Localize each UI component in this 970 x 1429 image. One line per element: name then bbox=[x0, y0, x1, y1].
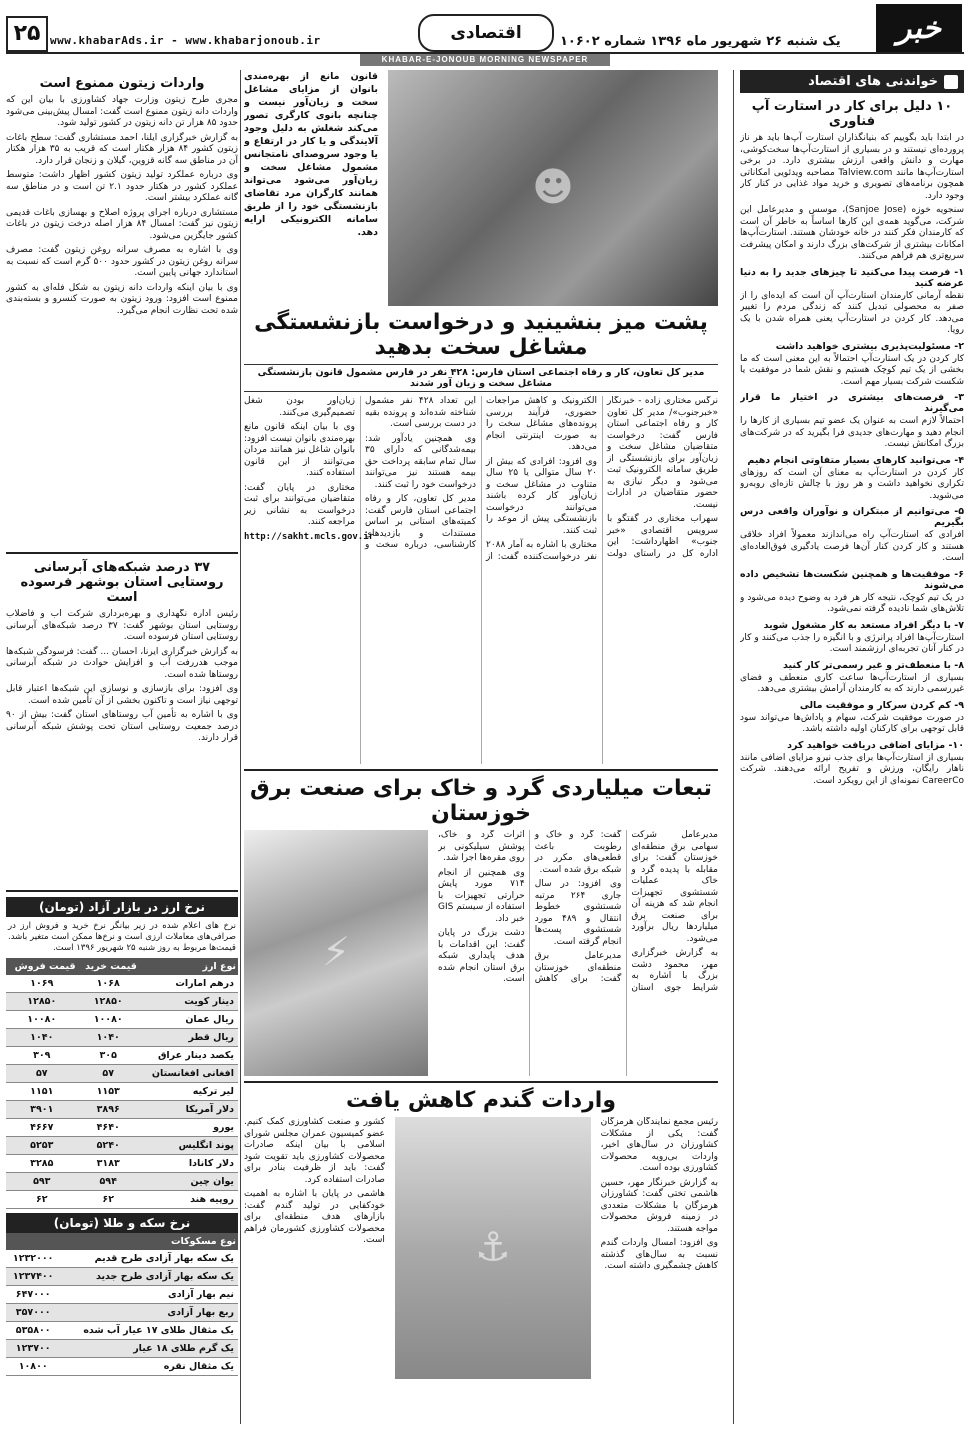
currency-name: دلار آمریکا bbox=[139, 1101, 238, 1119]
article-wheat bbox=[244, 1117, 718, 1379]
list-item bbox=[740, 392, 964, 451]
paragraph: وی همچنین از انجام ۷۱۴ مورد پایش حرارتی تجهیزات با استفاده از سیستم GIS خبر داد. bbox=[438, 867, 525, 924]
sell-price: ۱۰۴۰ bbox=[6, 1029, 78, 1047]
item-heading: ۱- فرصت پیدا می‌کنید تا چیزهای جدید را به دنیا عرضه کنید bbox=[740, 266, 964, 289]
item-heading: ۵- می‌توانیم از مبتکران و نوآوران واقعی درس بگیریم bbox=[740, 506, 964, 528]
paragraph: مدیرعامل برق منطقه‌ای خوزستان گفت: برای کاهش اثرات گرد و خاک، پوشش سیلیکونی بر روی مقره‌ها اجرا شد. bbox=[438, 830, 622, 984]
sell-price: ۴۶۶۷ bbox=[6, 1119, 78, 1137]
paragraph: مدیر کل تعاون، کار و رفاه اجتماعی استان فارس گفت: کمیته‌های استانی بر اساس مستندات و بازدیدهای کارشناسی، درباره سخت و زیان‌آور بودن شغل تصمیم‌گیری می‌کنند. bbox=[244, 396, 476, 550]
paragraph: رئیس مجمع نمایندگان هرمزگان گفت: یکی از مشکلات کشاورزان در سال‌های اخیر، واردات بی‌رویه محصولات کشاورزی بوده است. bbox=[600, 1117, 718, 1173]
currency-name: یوان چین bbox=[139, 1173, 238, 1191]
article-title: ۱۰ دلیل برای کار در استارت آپ فناوری bbox=[751, 99, 953, 129]
item-text: بسیاری از استارت‌آپ‌ها برای جذب نیرو مزایای اضافی مانند ناهار رایگان، ورزش و تفریح ارائه می‌دهند. شرکت CareerCo نمونه‌ای از این رویکرد است. bbox=[740, 752, 964, 786]
table-row bbox=[6, 1322, 238, 1340]
table-row bbox=[6, 1358, 238, 1376]
column-header: نوع مسکوکات bbox=[6, 1233, 238, 1250]
currency-name: افغانی افغانستان bbox=[139, 1065, 238, 1083]
item-text: افرادی که استارت‌آپ راه می‌اندازند معمولاً افراد خلاقی هستند و کار کردن کنار آن‌ها فرصت یادگیری فوق‌العاده‌ای است. bbox=[740, 530, 964, 563]
left-column bbox=[6, 70, 238, 1424]
coin-name: یک سکه بهار آزادی طرح جدید bbox=[60, 1268, 238, 1286]
headline-wheat: واردات گندم کاهش یافت bbox=[345, 1088, 617, 1113]
buy-price: ۴۶۴۰ bbox=[78, 1119, 139, 1137]
village-water-title: ۳۷ درصد شبکه‌های آبرسانی روستایی استان بوشهر فرسوده است bbox=[20, 560, 224, 605]
paragraph: وی افزود: برای بازسازی و نوسازی این شبکه‌ها اعتبار قابل توجهی نیاز است و تاکنون بخشی از آن تأمین شده است. bbox=[6, 684, 238, 706]
coin-price: ۵۳۵۸۰۰ bbox=[6, 1322, 60, 1340]
table-row bbox=[6, 1011, 238, 1029]
masthead-english: KHABAR-E-JONOUB MORNING NEWSPAPER bbox=[360, 54, 610, 66]
coin-price: ۱۲۳۷۰۰ bbox=[6, 1340, 60, 1358]
headline: پشت میز بنشینید و درخواست بازنشستگی مشاغل سخت بدهید bbox=[254, 310, 708, 360]
sell-price: ۱۱۵۱ bbox=[6, 1083, 78, 1101]
right-column bbox=[740, 70, 964, 1424]
paragraph: وی درباره عملکرد تولید زیتون کشور اظهار داشت: متوسط عملکرد کشور در هکتار حدود ۲.۱ تن است و در مناطق سه گانه عملکرد بیشتر است. bbox=[6, 170, 238, 203]
currency-name: درهم امارات bbox=[139, 975, 238, 993]
paragraph: وی همچنین یادآور شد: بیمه‌شدگانی که دارای ۳۵ سال تمام سابقه پرداخت حق بیمه هستند نیز می‌توانند درخواست خود را ثبت کنند. bbox=[365, 433, 476, 490]
site-urls[interactable]: www.khabarAds.ir - www.khabarjonoub.ir bbox=[50, 34, 321, 47]
buy-price: ۱۰۶۸ bbox=[78, 975, 139, 993]
item-heading: ۳- فرصت‌های بیشتری در اختیار ما قرار می‌گیرند bbox=[740, 392, 964, 414]
item-heading: ۲- مسئولیت‌پذیری بیشتری خواهید داشت bbox=[775, 340, 964, 352]
table-row bbox=[6, 1119, 238, 1137]
middle-column bbox=[244, 70, 718, 1424]
article-top-row bbox=[244, 70, 718, 306]
paragraph: وی با بیان اینکه قانون مانع بهره‌مندی بانوان نیست افزود: بانوان شاغل نیز همانند مردان می‌توانند از این قانون استفاده کنند. bbox=[244, 422, 355, 478]
buy-price: ۱۲۸۵۰ bbox=[78, 993, 139, 1011]
currency-name: دینار کویت bbox=[139, 993, 238, 1011]
olive-title: واردات زیتون ممنوع است bbox=[39, 76, 205, 91]
pull-quote: قانون مانع از بهره‌مندی بانوان از مزایای مشاغل سخت و زیان‌آور نیست و چنانچه بانوی کارگری تصور می‌کند شغلش به دلیل وجود آلایندگی و یا کار در ارتفاع و یا وجود سروصدای نامتجانس مشمول مشاغل سخت و زیان‌آور می‌شود می‌تواند همانند کارگران مرد تقاضای بازنشستگی خود را از طریق سامانه الکترونیکی ارایه دهد. bbox=[244, 71, 378, 238]
table-row bbox=[6, 975, 238, 993]
item-text: احتمالاً لازم است به عنوان یک عضو تیم بسیاری از کارها را انجام دهید و مهارت‌های جدیدی فرا بگیرید که در شرکت‌های بزرگ امکانش نیست. bbox=[740, 416, 964, 449]
box-title bbox=[740, 70, 964, 93]
gold-rows bbox=[6, 1250, 238, 1376]
table-row bbox=[6, 1250, 238, 1268]
buy-price: ۶۲ bbox=[78, 1191, 139, 1209]
coin-name: ربع بهار آزادی bbox=[60, 1304, 238, 1322]
headline-khuzestan: تبعات میلیاردی گرد و خاک برای صنعت برق خوزستان bbox=[250, 776, 712, 826]
item-text: بسیاری از استارت‌آپ‌ها ساعت کاری منعطف و فضای غیررسمی دارند که به کارمندان آرامش بیشتری می‌دهد. bbox=[740, 672, 964, 694]
paragraph: در ابتدا باید بگوییم که بنیانگذاران استارت آپ‌ها باید هر ناز پرورده‌ای نیستند و در بسیاری از استارت‌آپ‌ها سخت‌کوشی، مهارت و دانش واقعی ارزش بیشتری دارد. در برخی استارت‌آپ‌ها مانند Talview.com مصاحبه ویدئویی امکاناتی همچون برنامه‌های تصویری و خرید مواد غذایی در کنار کار وجود دارد. bbox=[740, 133, 964, 201]
buy-price: ۳۰۵ bbox=[78, 1047, 139, 1065]
paragraph: سهراب مختاری در گفتگو با سرویس اقتصادی «خبر جنوب» اظهارداشت: این اداره کل در راستای دولت الکترونیک و کاهش مراجعات حضوری، فرآیند بررسی پرونده‌های مشاغل سخت را به صورت اینترنتی انجام می‌دهد. bbox=[486, 396, 718, 559]
article-body bbox=[438, 830, 718, 1076]
coin-name: یک مثقال نقره bbox=[60, 1358, 238, 1376]
item-text: نقطه آرمانی کارمندان استارت‌آپ آن است که ایده‌ای را از صفر به محصولی تبدیل کنند که زندگی مردم را تغییر می‌دهد. کار کردن در استارت‌آپ یعنی همراه شدن با یک رویا. bbox=[740, 290, 964, 335]
divider bbox=[6, 890, 238, 892]
paragraph: رئیس اداره نگهداری و بهره‌برداری شرکت آب و فاضلاب روستایی استان بوشهر گفت: ۳۷ درصد شبکه‌های آبرسانی روستایی استان فرسوده است. bbox=[6, 609, 238, 642]
item-heading: ۴- می‌توانید کارهای بسیار متفاوتی انجام دهیم bbox=[747, 454, 964, 466]
table-row bbox=[6, 1173, 238, 1191]
table-row bbox=[6, 1065, 238, 1083]
sell-price: ۳۲۸۵ bbox=[6, 1155, 78, 1173]
table-row bbox=[6, 1101, 238, 1119]
newspaper-logo: خبر bbox=[876, 4, 962, 54]
rates-note: نرخ های اعلام شده در زیر بیانگر نرخ خرید و فروش ارز در صرافی‌های معاملات ارزی است و نرخ‌ها ممکن است متغیر باشد. قیمت‌ها مربوط به روز شنبه ۲۵ شهریور ۱۳۹۶ است. bbox=[8, 921, 236, 953]
column-divider bbox=[240, 70, 241, 1424]
currency-name: ریال قطر bbox=[139, 1029, 238, 1047]
item-text: در صورت موفقیت شرکت، سهام و پاداش‌ها می‌تواند سود قابل توجهی برای کارکنان اولیه داشته باشد. bbox=[740, 712, 964, 734]
paragraph: مستشاری درباره اجرای پروژه اصلاح و بهسازی باغات قدیمی زیتون نیز گفت: امسال ۸۴ هزار اصله درخت زیتون در باغات کشور جایگزین می‌شود. bbox=[6, 207, 238, 241]
item-heading: ۹- کم کردن سرکار و موفقیت مالی bbox=[799, 699, 964, 711]
notebook-icon bbox=[944, 75, 958, 89]
divider bbox=[6, 552, 238, 554]
sell-price: ۳۹۰۱ bbox=[6, 1101, 78, 1119]
table-row bbox=[6, 993, 238, 1011]
paragraph: مدیرعامل شرکت سهامی برق منطقه‌ای خوزستان گفت: برای مقابله با پدیده گرد و خاک عملیات شستشوی تجهیزات انجام شد که هزینه آن برای صنعت برق میلیاردها ریال برآورد می‌شود. bbox=[631, 830, 718, 944]
currency-name: پوند انگلیس bbox=[139, 1137, 238, 1155]
paragraph: به گزارش خبرگزاری ایرنا، احسان ... گفت: فرسودگی شبکه‌ها موجب هدررفت آب و افزایش حوادث در شبکه آبرسانی روستاها شده است. bbox=[6, 646, 238, 680]
divider bbox=[244, 1081, 718, 1083]
coin-name: نیم بهار آزادی bbox=[60, 1286, 238, 1304]
official-photo bbox=[388, 70, 718, 306]
list-item bbox=[740, 569, 964, 616]
dateline: یک شنبه ۲۶ شهریور ماه ۱۳۹۶ شماره ۱۰۶۰۲ bbox=[560, 34, 841, 49]
paragraph: به گزارش خبرگزاری مهر، محمود دشت بزرگ با اشاره به شرایط جوی استان گفت: گرد و خاک و رطوبت باعث قطعی‌های مکرر در شبکه برق شده است. bbox=[534, 830, 718, 993]
item-heading: ۱۰- مزایای اضافی دریافت خواهید کرد bbox=[787, 739, 964, 751]
column-divider bbox=[733, 70, 734, 1424]
sell-price: ۱۲۸۵۰ bbox=[6, 993, 78, 1011]
table-row bbox=[6, 1155, 238, 1173]
paragraph: مختاری در پایان گفت: متقاضیان می‌توانند برای ثبت درخواست به نشانی زیر مراجعه کنند. bbox=[244, 482, 355, 527]
divider bbox=[244, 769, 718, 771]
power-station-photo bbox=[244, 830, 428, 1076]
table-row bbox=[6, 1191, 238, 1209]
coin-price: ۳۵۷۰۰۰ bbox=[6, 1304, 60, 1322]
buy-price: ۳۱۸۳ bbox=[78, 1155, 139, 1173]
paragraph: نرگس مختاری زاده - خبرنگار «خبرجنوب»/ مدیر کل تعاون کار و رفاه اجتماعی استان فارس گفت: درخواست متقاضیان مشاغل سخت و زیان‌آور برای بازنشستگی از طریق سامانه الکترونیک ثبت می‌شود و دیگر نیازی به حضور متقاضیان در ادارات نیست. bbox=[607, 396, 718, 510]
article-body bbox=[244, 396, 718, 764]
table-row bbox=[6, 1083, 238, 1101]
currency-name: ریال عمان bbox=[139, 1011, 238, 1029]
sell-price: ۵۷ bbox=[6, 1065, 78, 1083]
list-item bbox=[740, 506, 964, 565]
paragraph: هاشمی در پایان با اشاره به اهمیت خودکفایی در تولید گندم گفت: بازارهای هدف منطقه‌ای برای محصولات کشاورزی کشورمان فراهم است. bbox=[244, 1189, 385, 1245]
gold-rates-title: نرخ سکه و طلا (تومان) bbox=[6, 1213, 238, 1233]
coin-price: ۶۴۷۰۰۰ bbox=[6, 1286, 60, 1304]
currency-rates-title: نرخ ارز در بازار آزاد (تومان) bbox=[6, 897, 238, 917]
sell-price: ۱۰۰۸۰ bbox=[6, 1011, 78, 1029]
table-row bbox=[6, 1029, 238, 1047]
olive-article bbox=[6, 95, 238, 547]
list-item bbox=[740, 700, 964, 736]
port-cranes-photo bbox=[395, 1117, 591, 1379]
coin-price: ۱۲۳۷۴۰۰ bbox=[6, 1268, 60, 1286]
paragraph: مجری طرح زیتون وزارت جهاد کشاورزی با بیان این که واردات دانه زیتون ممنوع است گفت: امسال پیش‌بینی می‌شود حدود ۸۵ هزار تن دانه زیتون در کشور تولید شود. bbox=[6, 95, 238, 128]
paragraph: وی با بیان اینکه واردات دانه زیتون به شکل فله‌ای به کشور ممنوع است افزود: ورود زیتون به صورت کنسرو و بسته‌بندی شده تحت نظارت انجام می‌گیرد. bbox=[6, 282, 238, 316]
currency-table bbox=[6, 958, 238, 1209]
column-header: نوع ارز bbox=[139, 958, 238, 975]
buy-price: ۵۷ bbox=[78, 1065, 139, 1083]
table-row bbox=[6, 1137, 238, 1155]
paragraph: سنجویه خوزه (Sanjoe Jose)، موسس و مدیرعامل این شرکت، می‌گوید همه‌ی این کارها اساساً به خاطر آن است که کارمندان فکر کنند در خانه خودشان هستند. استارت‌آپ‌ها امکانات بیشتری از شرکت‌های بزرگ دارند و امکان پیشرفت سریع‌تری هم فراهم می‌کنند. bbox=[740, 205, 964, 261]
coin-name: یک مثقال طلای ۱۷ عیار آب شده bbox=[60, 1322, 238, 1340]
buy-price: ۱۱۵۳ bbox=[78, 1083, 139, 1101]
table-row bbox=[6, 1340, 238, 1358]
box-title-label: خواندنی های اقتصاد bbox=[808, 74, 938, 89]
list-item bbox=[740, 341, 964, 389]
buy-price: ۳۸۹۶ bbox=[78, 1101, 139, 1119]
paragraph: به گزارش خبرنگار مهر، حسین هاشمی تختی گفت: کشاورزان هرمزگان با مشکلات متعددی در زمینه فروش محصولات مواجه هستند. bbox=[600, 1177, 718, 1234]
coin-name: یک سکه بهار آزادی طرح قدیم bbox=[60, 1250, 238, 1268]
item-heading: ۶- موفقیت‌ها و همچنین شکست‌ها تشخیص داده می‌شوند bbox=[740, 568, 964, 591]
page-number: ۲۵ bbox=[6, 16, 48, 52]
article-khuzestan bbox=[244, 830, 718, 1076]
buy-price: ۱۰۴۰ bbox=[78, 1029, 139, 1047]
column-header: قیمت خرید bbox=[78, 958, 139, 975]
sell-price: ۵۲۵۳ bbox=[6, 1137, 78, 1155]
deck: مدیر کل تعاون، کار و رفاه اجتماعی استان فارس: ۴۲۸ نفر در فارس مشمول قانون بازنشستگی مشاغل سخت و زیان آور شدند bbox=[244, 364, 718, 392]
list-item bbox=[740, 620, 964, 656]
power-icon: ⚡ bbox=[321, 929, 351, 976]
sell-price: ۵۹۳ bbox=[6, 1173, 78, 1191]
table-row bbox=[6, 1286, 238, 1304]
crane-icon: ⚓ bbox=[474, 1224, 511, 1271]
coin-name: یک گرم طلای ۱۸ عیار bbox=[60, 1340, 238, 1358]
item-heading: ۷- با دیگر افراد مستعد به کار مشغول شوید bbox=[763, 619, 964, 631]
currency-rows bbox=[6, 975, 238, 1209]
currency-name: یکصد دینار عراق bbox=[139, 1047, 238, 1065]
buy-price: ۱۰۰۸۰ bbox=[78, 1011, 139, 1029]
paragraph: وی افزود: در سال جاری ۲۶۴ مرتبه شستشوی خطوط انتقال و ۴۸۹ مورد شستشوی پست‌ها انجام گرفته است. bbox=[534, 879, 622, 947]
article-body-right bbox=[601, 1117, 718, 1379]
paragraph: وی افزود: امسال واردات گندم نسبت به سال‌های گذشته کاهش چشمگیری داشته است. bbox=[600, 1238, 718, 1271]
table-row bbox=[6, 1047, 238, 1065]
person-photo-icon: ☻ bbox=[532, 164, 574, 211]
item-heading: ۸- با منعطف‌تر و غیر رسمی‌تر کار کنید bbox=[783, 659, 964, 671]
paragraph: وی افزود: افرادی که بیش از ۲۰ سال متوالی یا ۲۵ سال متناوب در مشاغل سخت و زیان‌آور کار کرده باشند می‌توانند درخواست بازنشستگی پیش از موعد را ثبت کنند. bbox=[486, 456, 597, 536]
item-text: کار کردن در استارت‌آپ به معنای آن است که روزهای تکراری نخواهید داشت و هر روز با چالش تازه‌ای روبه‌رو می‌شوید. bbox=[740, 467, 964, 501]
item-text: استارت‌آپ‌ها افراد پرانرژی و با انگیزه را جذب می‌کنند و کار در کنار آنان تجربه‌ای ارزشمند است. bbox=[740, 632, 964, 654]
table-header-row bbox=[6, 1233, 238, 1250]
sell-price: ۶۲ bbox=[6, 1191, 78, 1209]
list-item bbox=[740, 267, 964, 337]
paragraph: مختاری با اشاره به آمار ۲۰۸۸ نفر درخواست‌کننده گفت: از این تعداد ۴۲۸ نفر مشمول شناخته شده‌اند و پرونده بقیه در دست بررسی است. bbox=[365, 396, 597, 562]
coin-price: ۱۲۳۲۰۰۰ bbox=[6, 1250, 60, 1268]
column-header: قیمت فروش bbox=[6, 958, 78, 975]
paragraph: دشت بزرگ در پایان گفت: این اقدامات با هدف پایداری شبکه برق استان انجام شده است. bbox=[438, 928, 525, 984]
paragraph: وی با اشاره به تأمین آب روستاهای استان گفت: بیش از ۹۰ درصد جمعیت روستایی استان تحت پوشش شبکه آبرسانی قرار دارند. bbox=[6, 710, 238, 743]
list-item bbox=[740, 740, 964, 788]
gold-table bbox=[6, 1233, 238, 1376]
currency-name: دلار کانادا bbox=[139, 1155, 238, 1173]
list-item bbox=[740, 660, 964, 696]
paragraph: وی با اشاره به مصرف سرانه روغن زیتون گفت: مصرف سرانه روغن زیتون در کشور حدود ۵۰۰ گرم است که نسبت به استاندارد جهانی پایین است. bbox=[6, 245, 238, 278]
currency-name: لیر ترکیه bbox=[139, 1083, 238, 1101]
village-article bbox=[6, 609, 238, 885]
paragraph: به گزارش خبرگزاری ایلنا، احمد مستشاری گفت: سطح باغات زیتون کشور ۸۴ هزار هکتار است که قریب به ۳۵ هزار هکتار آن در مناطق سه گانه قزوین، گیلان و زنجان قرار دارد. bbox=[6, 132, 238, 166]
item-text: در یک تیم کوچک، نتیجه کار هر فرد به وضوح دیده می‌شود و تلاش‌های شما نادیده گرفته نمی‌شود. bbox=[740, 592, 964, 614]
buy-price: ۵۲۴۰ bbox=[78, 1137, 139, 1155]
list-item bbox=[740, 455, 964, 503]
currency-name: یورو bbox=[139, 1119, 238, 1137]
article-body-left bbox=[244, 1117, 385, 1379]
item-text: کار کردن در یک استارت‌آپ احتمالاً به این معنی است که ما بخشی از یک تیم کوچک هستیم و نقش شما در موفقیت یا شکست شرکت بسیار مهم است. bbox=[740, 353, 964, 387]
sakht-link[interactable]: http://sakht.mcls.gov.ir bbox=[244, 531, 375, 542]
table-row bbox=[6, 1304, 238, 1322]
coin-price: ۱۰۸۰۰ bbox=[6, 1358, 60, 1376]
buy-price: ۵۹۴ bbox=[78, 1173, 139, 1191]
currency-name: روپیه هند bbox=[139, 1191, 238, 1209]
table-header-row bbox=[6, 958, 238, 975]
paragraph: کشور و صنعت کشاورزی کمک کنیم. عضو کمیسیون عمران مجلس شورای اسلامی با بیان اینکه صادرات محصولات کشاورزی باید تقویت شود گفت: باید از ظرفیت بنادر برای صادرات استفاده کرد. bbox=[244, 1117, 385, 1185]
table-row bbox=[6, 1268, 238, 1286]
page-header bbox=[0, 0, 970, 64]
section-title: اقتصادی bbox=[418, 14, 554, 52]
sell-price: ۱۰۶۹ bbox=[6, 975, 78, 993]
sell-price: ۳۰۹ bbox=[6, 1047, 78, 1065]
